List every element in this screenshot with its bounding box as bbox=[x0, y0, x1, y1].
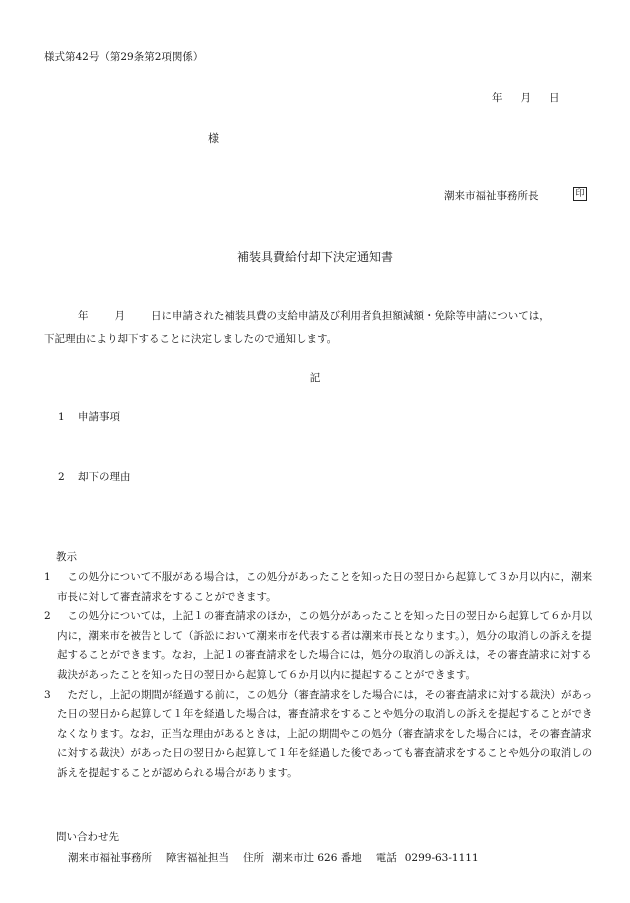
contact-info bbox=[68, 850, 493, 865]
item-label: 却下の理由 bbox=[78, 471, 131, 483]
body-line-1 bbox=[44, 305, 589, 328]
contact-phone: 0299-63-1111 bbox=[404, 852, 479, 864]
contact-address-label: 住所 bbox=[243, 852, 264, 864]
body-text-1: 日に申請された補装具費の支給申請及び利用者負担額減額・免除等申請については， bbox=[151, 310, 550, 322]
contact-section: 障害福祉担当 bbox=[166, 852, 229, 864]
notice-body bbox=[44, 305, 589, 351]
item-rejection-reason bbox=[58, 469, 131, 484]
body-month: 月 bbox=[114, 310, 125, 322]
item-number: 2 bbox=[58, 471, 65, 483]
item-application bbox=[58, 409, 120, 424]
item-label: 申請事項 bbox=[78, 411, 120, 423]
date-month: 月 bbox=[520, 92, 531, 104]
ki-heading: 記 bbox=[309, 372, 321, 384]
instruction-label: 教示 bbox=[56, 551, 77, 563]
issue-date bbox=[492, 90, 560, 105]
seal-mark: 印 bbox=[573, 187, 587, 201]
addressee: 様 bbox=[208, 132, 219, 145]
body-line-2: 下記理由により却下することに決定しましたので通知します。 bbox=[44, 333, 338, 345]
instruction-item: 3 ただし，上記の期間が経過する前に，この処分（審査請求をした場合には，その審査請求に対する裁決）があった日の翌日から起算して１年を経過した場合は，審査請求をすることや処分の取消しの訴えを提起することができなくなります。なお，正当な理由があるときは，上記の期間やこの処分（審査請求をした場合には，その審査請求に対する裁決）があった日の翌日から起算して１年を経過した後であっても審査請求をすることや処分の取消しの訴えを提起することが認められる場合があります。 bbox=[44, 688, 593, 779]
instruction-item: 1 この処分について不服がある場合は，この処分があったことを知った日の翌日から起算して３か月以内に，潮来市長に対して審査請求をすることができます。 bbox=[44, 571, 593, 603]
form-number: 様式第42号（第29条第2項関係） bbox=[44, 51, 204, 63]
body-year: 年 bbox=[78, 310, 89, 322]
date-day: 日 bbox=[549, 92, 560, 104]
item-number: 1 bbox=[58, 411, 65, 423]
contact-label: 問い合わせ先 bbox=[56, 831, 119, 843]
instruction-item: 2 この処分については，上記１の審査請求のほか，この処分があったことを知った日の翌日から起算して６か月以内に，潮来市を被告として（訴訟において潮来市を代表する者は潮来市長となります。），処分の取消しの訴えを提起することができます。なお，上記１の審査請求をした場合には，処分の取消しの訴えは，その審査請求に対する裁決があったことを知った日の翌日から起算して６か月以内に提起することができます。 bbox=[44, 610, 593, 681]
issuer-name: 潮来市福祉事務所長 bbox=[444, 190, 539, 202]
contact-phone-label: 電話 bbox=[375, 852, 397, 864]
contact-office: 潮来市福祉事務所 bbox=[68, 852, 152, 864]
instruction-list bbox=[44, 568, 594, 784]
date-year: 年 bbox=[492, 92, 503, 104]
contact-address: 潮来市辻 626 番地 bbox=[272, 852, 362, 864]
document-title: 補装具費給付却下決定通知書 bbox=[236, 250, 393, 264]
